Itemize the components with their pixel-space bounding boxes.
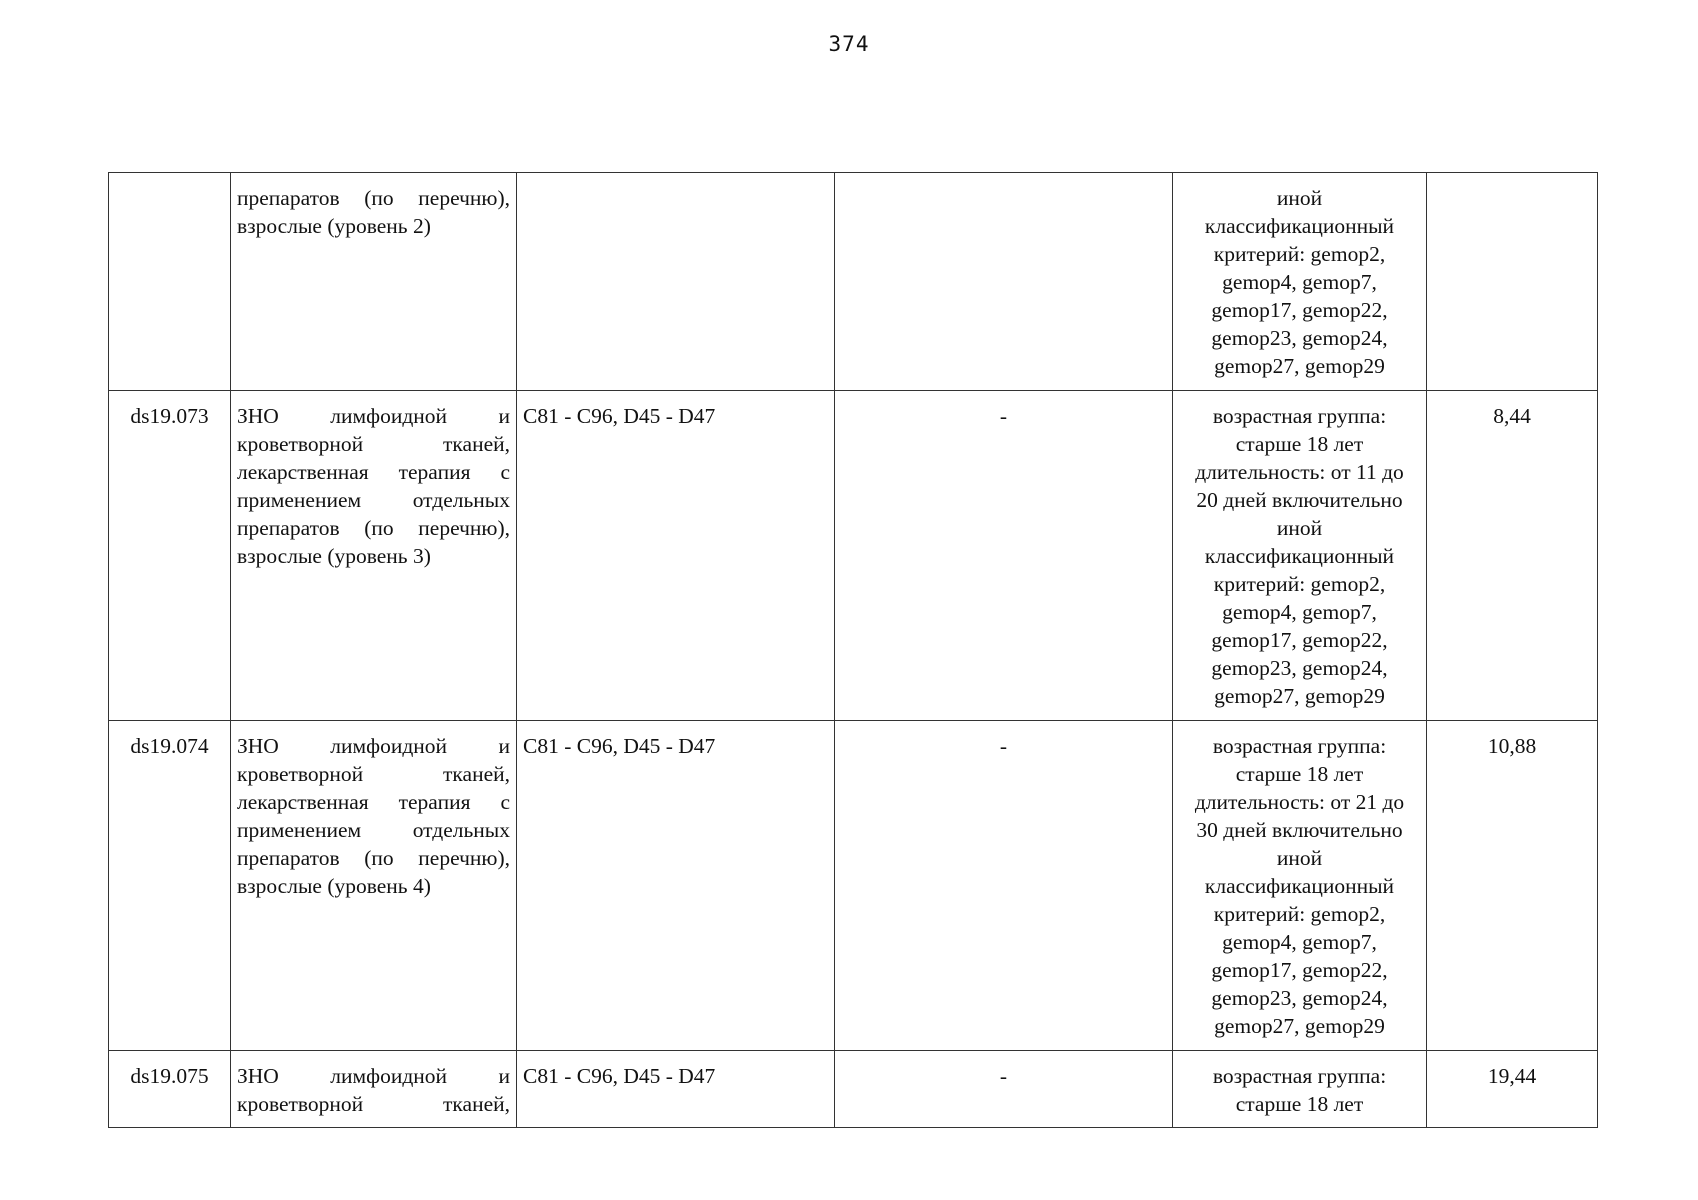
name-line: применением отдельных (237, 818, 510, 842)
name-line: кроветворной тканей, (237, 432, 510, 456)
criteria-cell (1173, 1051, 1427, 1128)
criteria-line: критерий: gemop2, (1213, 572, 1386, 596)
criteria-line: старше 18 лет (1235, 1092, 1364, 1116)
criteria-cell (1173, 721, 1427, 1051)
criteria-line: gemop4, gemop7, (1222, 600, 1377, 624)
criteria-line: 30 дней включительно (1196, 818, 1403, 842)
icd-cell: C81 - C96, D45 - D47 (517, 1051, 835, 1128)
criteria-line: длительность: от 11 до (1195, 460, 1404, 484)
coefficient-cell: 10,88 (1427, 721, 1598, 1051)
name-line: ЗНО лимфоидной и (237, 404, 510, 428)
name-cell (231, 391, 517, 721)
name-line: взрослые (уровень 3) (237, 544, 431, 568)
name-line: кроветворной тканей, (237, 762, 510, 786)
criteria-line: возрастная группа: (1212, 734, 1387, 758)
criteria-line: gemop23, gemop24, (1211, 986, 1388, 1010)
criteria-line: возрастная группа: (1212, 1064, 1387, 1088)
name-line: применением отдельных (237, 488, 510, 512)
criteria-line: gemop27, gemop29 (1214, 684, 1385, 708)
criteria-line: старше 18 лет (1235, 762, 1364, 786)
table-row (109, 1051, 1598, 1128)
name-line: препаратов (по перечню), (237, 516, 510, 540)
criteria-line: gemop4, gemop7, (1222, 270, 1377, 294)
extra-criteria-cell: - (835, 391, 1173, 721)
table-row (109, 721, 1598, 1051)
coefficient-cell: 8,44 (1427, 391, 1598, 721)
criteria-line: длительность: от 21 до (1194, 790, 1405, 814)
tariff-table (108, 172, 1598, 1128)
extra-criteria-cell: - (835, 721, 1173, 1051)
extra-criteria-cell (835, 173, 1173, 391)
criteria-line: 20 дней включительно (1196, 488, 1403, 512)
table-row (109, 391, 1598, 721)
name-line: ЗНО лимфоидной и (237, 734, 510, 758)
coefficient-cell (1427, 173, 1598, 391)
code-cell: ds19.074 (109, 721, 231, 1051)
criteria-line: gemop4, gemop7, (1222, 930, 1377, 954)
name-line: препаратов (по перечню), (237, 846, 510, 870)
name-cell (231, 1051, 517, 1128)
criteria-line: старше 18 лет (1235, 432, 1364, 456)
name-line: препаратов (по перечню), (237, 186, 510, 210)
criteria-line: критерий: gemop2, (1213, 242, 1386, 266)
code-cell: ds19.073 (109, 391, 231, 721)
icd-cell: C81 - C96, D45 - D47 (517, 721, 835, 1051)
icd-cell (517, 173, 835, 391)
criteria-line: классификационный (1204, 214, 1395, 238)
criteria-line: gemop17, gemop22, (1211, 628, 1388, 652)
code-cell (109, 173, 231, 391)
criteria-cell (1173, 173, 1427, 391)
criteria-line: иной (1276, 186, 1323, 210)
name-line: лекарственная терапия с (237, 790, 510, 814)
name-line: взрослые (уровень 4) (237, 874, 431, 898)
criteria-cell (1173, 391, 1427, 721)
name-line: ЗНО лимфоидной и (237, 1064, 510, 1088)
page-number: 374 (828, 32, 870, 56)
criteria-line: классификационный (1204, 544, 1395, 568)
criteria-line: иной (1276, 516, 1323, 540)
table-row (109, 173, 1598, 391)
coefficient-cell: 19,44 (1427, 1051, 1598, 1128)
criteria-line: классификационный (1204, 874, 1395, 898)
criteria-line: gemop17, gemop22, (1211, 958, 1388, 982)
criteria-line: gemop17, gemop22, (1211, 298, 1388, 322)
extra-criteria-cell: - (835, 1051, 1173, 1128)
criteria-line: критерий: gemop2, (1213, 902, 1386, 926)
name-cell (231, 721, 517, 1051)
name-line: лекарственная терапия с (237, 460, 510, 484)
criteria-line: возрастная группа: (1212, 404, 1387, 428)
criteria-line: иной (1276, 846, 1323, 870)
name-line: взрослые (уровень 2) (237, 214, 431, 238)
criteria-line: gemop27, gemop29 (1214, 1014, 1385, 1038)
name-line: кроветворной тканей, (237, 1092, 510, 1116)
icd-cell: C81 - C96, D45 - D47 (517, 391, 835, 721)
criteria-line: gemop23, gemop24, (1211, 326, 1388, 350)
name-cell (231, 173, 517, 391)
code-cell: ds19.075 (109, 1051, 231, 1128)
criteria-line: gemop23, gemop24, (1211, 656, 1388, 680)
criteria-line: gemop27, gemop29 (1214, 354, 1385, 378)
